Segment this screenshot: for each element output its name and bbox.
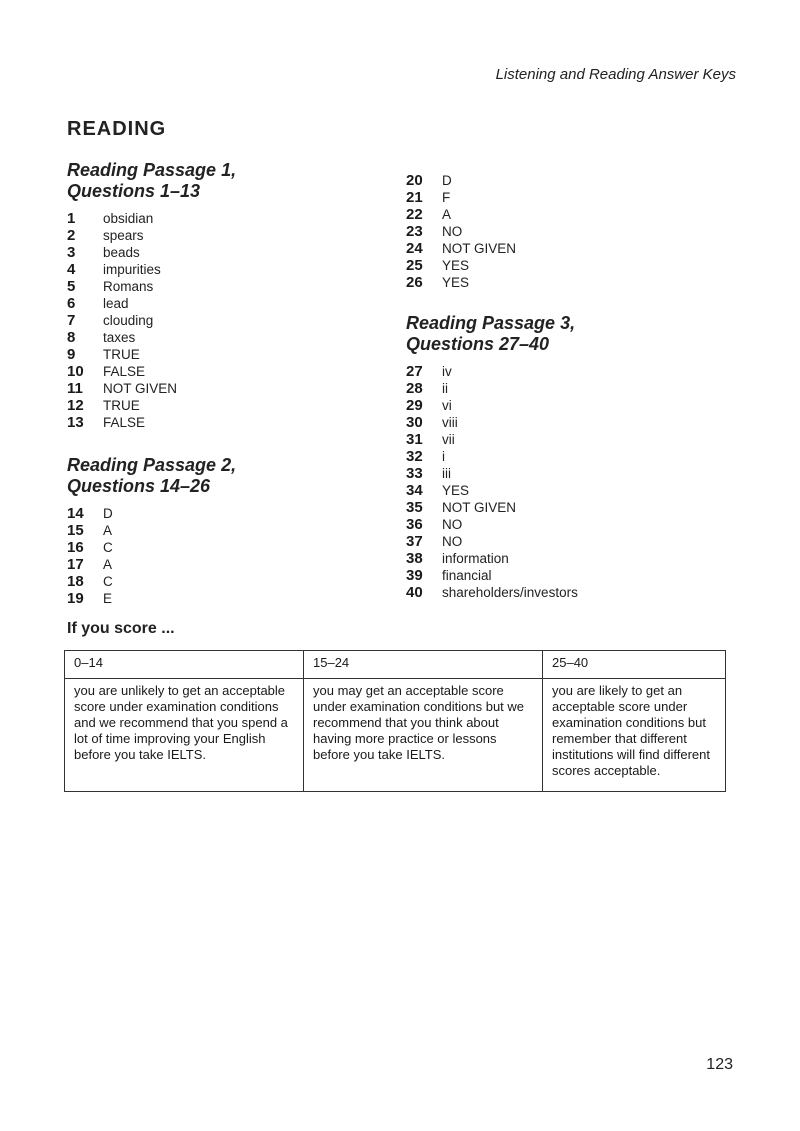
- list-item: 37 NO: [406, 533, 463, 550]
- list-item: 29 vi: [406, 397, 452, 414]
- table-header-row: [65, 651, 726, 679]
- table-row: [65, 679, 726, 792]
- score-range: 0–14: [65, 651, 304, 679]
- list-item: 24 NOT GIVEN: [406, 240, 517, 257]
- score-range: 15–24: [304, 651, 543, 679]
- list-item: 17 A: [67, 556, 113, 573]
- score-advice: you are likely to get an acceptable score under examination conditions but remember that different institutions will find different scores acceptable.: [543, 679, 726, 792]
- list-item: 19 E: [67, 590, 113, 607]
- passage-2-heading: Reading Passage 2, Questions 14–26: [67, 455, 237, 496]
- list-item: 39 financial: [406, 567, 492, 584]
- answer-column-left: [67, 160, 367, 607]
- list-item: 31 vii: [406, 431, 455, 448]
- list-item: 30 viii: [406, 414, 458, 431]
- list-item: 18 C: [67, 573, 113, 590]
- list-item: 2 spears: [67, 227, 144, 244]
- list-item: 6 lead: [67, 295, 129, 312]
- passage-3-answers: [406, 363, 706, 601]
- list-item: 23 NO: [406, 223, 463, 240]
- list-item: 28 ii: [406, 380, 448, 397]
- list-item: 16 C: [67, 539, 113, 556]
- list-item: 33 iii: [406, 465, 451, 482]
- section-title: READING: [67, 118, 167, 140]
- list-item: 8 taxes: [67, 329, 136, 346]
- list-item: 15 A: [67, 522, 113, 539]
- score-section-title: If you score ...: [67, 620, 175, 637]
- passage-1-answers: [67, 210, 367, 431]
- passage-1-heading: Reading Passage 1, Questions 1–13: [67, 160, 237, 201]
- list-item: 25 YES: [406, 257, 470, 274]
- list-item: 10 FALSE: [67, 363, 146, 380]
- passage-2-answers-part-2: [406, 172, 706, 291]
- list-item: 21 F: [406, 189, 451, 206]
- list-item: 36 NO: [406, 516, 463, 533]
- list-item: 3 beads: [67, 244, 140, 261]
- list-item: 38 information: [406, 550, 509, 567]
- score-table: [64, 650, 726, 792]
- list-item: 20 D: [406, 172, 452, 189]
- list-item: 7 clouding: [67, 312, 154, 329]
- answer-column-right: [406, 172, 706, 601]
- page-number: 123: [706, 1056, 733, 1073]
- score-advice: you are unlikely to get an acceptable score under examination conditions and we recommend that you spend a lot of time improving your English before you take IELTS.: [65, 679, 304, 792]
- list-item: 22 A: [406, 206, 452, 223]
- list-item: 5 Romans: [67, 278, 154, 295]
- list-item: 14 D: [67, 505, 113, 522]
- list-item: 27 iv: [406, 363, 452, 380]
- list-item: 11 NOT GIVEN: [67, 380, 178, 397]
- list-item: 34 YES: [406, 482, 470, 499]
- list-item: 13 FALSE: [67, 414, 146, 431]
- passage-3-heading: Reading Passage 3, Questions 27–40: [406, 313, 576, 354]
- list-item: 35 NOT GIVEN: [406, 499, 517, 516]
- passage-2-answers-part-1: [67, 505, 367, 607]
- list-item: 4 impurities: [67, 261, 161, 278]
- list-item: 26 YES: [406, 274, 470, 291]
- list-item: 40 shareholders/investors: [406, 584, 578, 601]
- list-item: 1 obsidian: [67, 210, 154, 227]
- score-range: 25–40: [543, 651, 726, 679]
- list-item: 12 TRUE: [67, 397, 140, 414]
- list-item: 9 TRUE: [67, 346, 140, 363]
- list-item: 32 i: [406, 448, 445, 465]
- running-head: Listening and Reading Answer Keys: [495, 66, 736, 83]
- score-advice: you may get an acceptable score under examination conditions but we recommend that you think about having more practice or lessons before you take IELTS.: [304, 679, 543, 792]
